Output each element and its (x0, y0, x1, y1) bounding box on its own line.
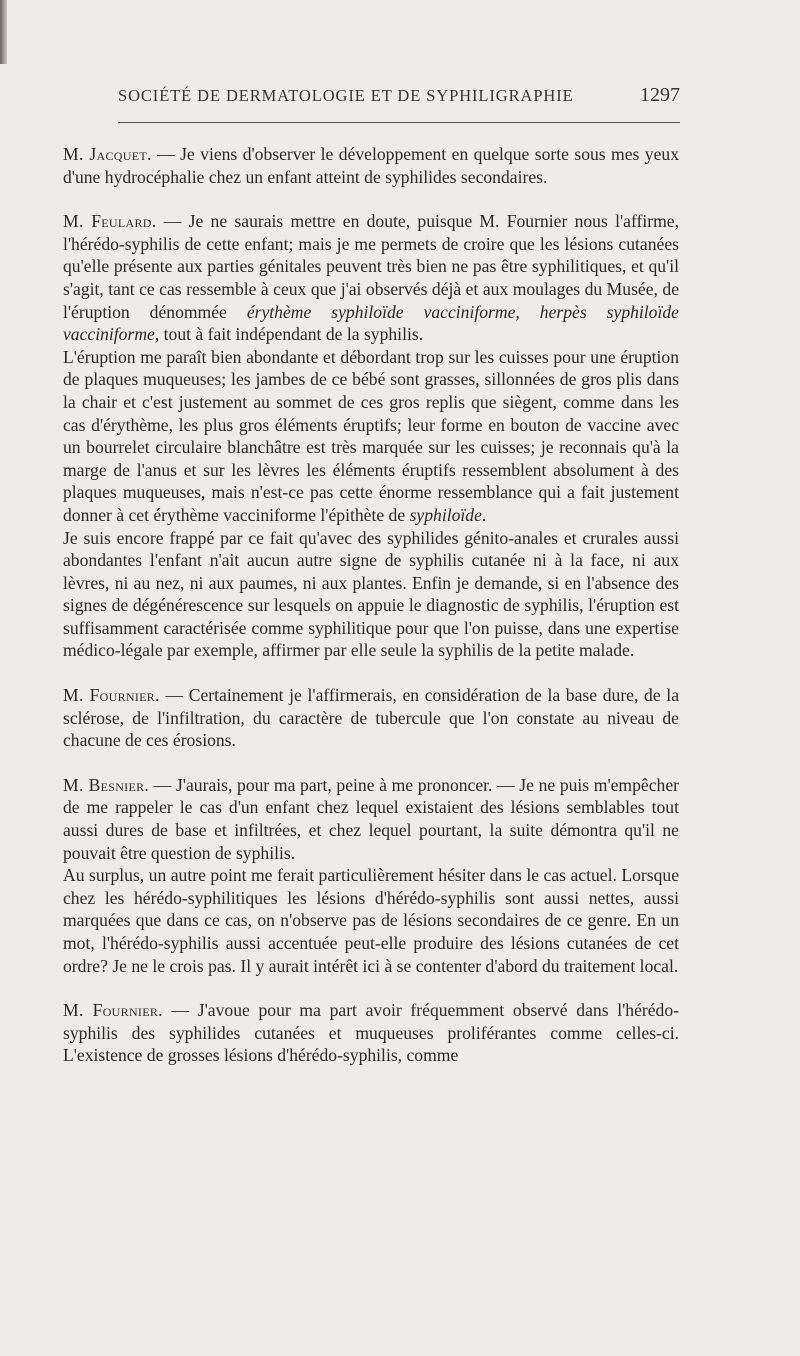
speaker-name: M. Feulard. (63, 211, 157, 232)
running-header (118, 86, 680, 114)
paragraph-text: — Je ne saurais mettre en doute, puisque M. Fournier nous l'affirme, l'hérédo-syphilis de cette enfant; mais je me permets de croire que les lésions cutanées qu'elle présente aux parties génitales peuvent très bien ne pas être syphilitiques, et qu'il s'agit, tant ce cas ressemble à ceux que j'ai observés déjà et aux moulages du Musée, de l'éruption dénommée (63, 211, 679, 322)
italic-term: érythème syphiloïde vacciniforme, herpès syphiloïde vacciniforme (63, 301, 679, 345)
paragraph-text: Au surplus, un autre point me ferait particulièrement hésiter dans le cas actuel. Lorsque chez les hérédo-syphilitiques les lésions d'hérédo-syphilis sont aussi nettes, aussi marquées que dans ce cas, on n'observe pas de lésions secondaires de ce genre. En un mot, l'hérédo-syphilis aussi accentuée peut-elle produire des lésions cutanées de cet ordre? Je ne le crois pas. Il y aurait intérêt ici à se contenter d'abord du traitement local. (63, 865, 679, 976)
paragraph-text: — Certainement je l'affirmerais, en considération de la base dure, de la sclérose, de l'infiltration, du caractère de tubercule que l'on constate au niveau de chacune de ces érosions. (63, 685, 679, 751)
paragraph-fournier-2 (63, 999, 679, 1067)
paragraph-jacquet (63, 143, 679, 188)
paragraph-feulard-3 (63, 527, 679, 663)
paragraph-text-end: , tout à fait indépendant de la syphilis. (154, 324, 424, 345)
body-text (63, 143, 679, 1067)
paragraph-feulard (63, 210, 679, 346)
header-rule (118, 122, 680, 123)
paragraph-fournier (63, 684, 679, 752)
speaker-name: M. Jacquet. (63, 144, 152, 164)
paragraph-feulard-2 (63, 346, 679, 527)
paragraph-text: L'éruption me paraît bien abondante et débordant trop sur les cuisses pour une éruption de plaques muqueuses; les jambes de ce bébé sont grasses, sillonnées de gros plis dans la chair et c'est justement au sommet de ces gros replis que siègent, comme dans les cas d'érythème, les plus gros éléments éruptifs; leur forme en bouton de vaccine avec un bourrelet circulaire blanchâtre est très marquée sur les cuisses; je reconnais qu'à la marge de l'anus et sur les lèvres les éléments éruptifs ressemblent absolument à des plaques muqueuses, mais n'est-ce pas cette énorme ressemblance qui a fait justement donner à cet érythème vacciniforme l'épithète de (63, 346, 679, 525)
paragraph-besnier-2 (63, 864, 679, 977)
page-edge-shadow (0, 0, 7, 64)
speaker-name: M. Fournier. (63, 1000, 163, 1021)
speaker-name: M. Besnier. (63, 774, 150, 795)
speaker-name: M. Fournier. (63, 685, 160, 706)
page-number: 1297 (640, 84, 680, 106)
paragraph-besnier (63, 774, 679, 864)
paragraph-text: Je suis encore frappé par ce fait qu'avec des syphilides génito-anales et crurales aussi abondantes l'enfant n'ait aucun autre signe de syphilis cutanée ni à la face, ni aux lèvres, ni au nez, ni aux paumes, ni aux plantes. Enfin je demande, si en l'absence des signes de dégénérescence sur lesquels on appuie le diagnostic de syphilis, l'éruption est suffisamment caractérisée comme syphilitique pour que l'on puisse, dans une expertise médico-légale par exemple, affirmer par elle seule la syphilis de la petite malade. (63, 527, 679, 661)
paragraph-text: — J'aurais, pour ma part, peine à me prononcer. — Je ne puis m'empêcher de me rappeler le cas d'un enfant chez lequel existaient des lésions semblables tout aussi dures de base et infiltrées, et chez lequel pourtant, la suite démontra qu'il ne pouvait être question de syphilis. (63, 774, 679, 863)
paragraph-text: — Je viens d'observer le développement en quelque sorte sous mes yeux d'une hydrocéphalie chez un enfant atteint de syphilides secondaires. (63, 144, 679, 187)
italic-term: syphiloïde (409, 504, 482, 525)
paragraph-text: — J'avoue pour ma part avoir fréquemment observé dans l'hérédo-syphilis des syphilides cutanées et muqueuses proliférantes comme celles-ci. L'existence de grosses lésions d'hérédo-syphilis, comme (63, 1000, 680, 1066)
paragraph-text-end: . (481, 504, 487, 525)
running-title: SOCIÉTÉ DE DERMATOLOGIE ET DE SYPHILIGRAPHIE (118, 86, 574, 105)
